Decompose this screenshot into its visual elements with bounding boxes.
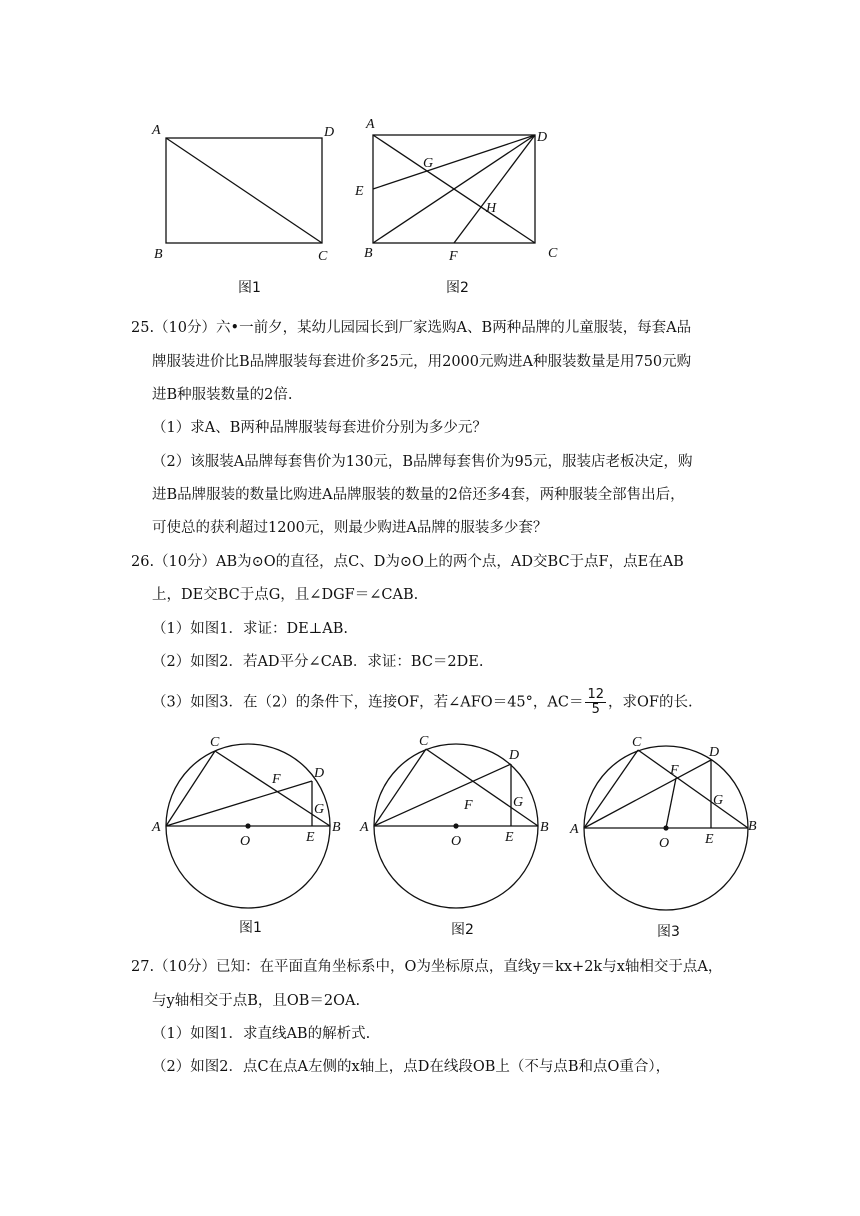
q25-sub-1: （1）求A、B两种品牌服装每套进价分别为多少元？ bbox=[152, 420, 487, 436]
fig-c3-label-c: C bbox=[632, 735, 642, 750]
fig-c3-label-e: E bbox=[705, 832, 714, 847]
fig2-line-fd bbox=[454, 135, 535, 243]
fig-c1-label-d: D bbox=[314, 766, 325, 781]
q27-sub-1: （1）如图1．求直线AB的解析式. bbox=[152, 1026, 371, 1042]
fig-c3-label-b: B bbox=[748, 819, 757, 834]
fig-c2-label-e: E bbox=[505, 830, 514, 845]
q27-line-2: 与y轴相交于点B，且OB＝2OA. bbox=[152, 993, 361, 1009]
fraction-denominator: 5 bbox=[591, 702, 600, 717]
figure-circle-1 bbox=[148, 728, 358, 944]
fig-c2-label-a: A bbox=[360, 820, 369, 835]
q26-line-1: 26.（10分）AB为⊙O的直径，点C、D为⊙O上的两个点，AD交BC于点F，点E在AB bbox=[131, 554, 684, 570]
fig2-label-c: C bbox=[548, 246, 558, 261]
fig-c1-caption: 图1 bbox=[239, 920, 262, 936]
fig-c3-center-dot bbox=[663, 825, 668, 830]
figure-1-svg bbox=[140, 118, 340, 298]
fig-c2-label-f: F bbox=[464, 798, 473, 813]
fig-c3-label-g: G bbox=[713, 793, 724, 808]
fig-c2-label-g: G bbox=[513, 795, 524, 810]
fig2-label-d: D bbox=[537, 130, 548, 145]
fig-c2-center-dot bbox=[453, 823, 458, 828]
figure-2-svg bbox=[350, 112, 570, 298]
q25-sub-2-line-2: 进B品牌服装的数量比购进A品牌服装的数量的2倍还多4套，两种服装全部售出后， bbox=[152, 487, 685, 503]
fig-c1-label-e: E bbox=[306, 830, 315, 845]
fig-c1-chord-ac bbox=[166, 751, 215, 826]
q26-sub-3-text-pre: （3）如图3．在（2）的条件下，连接OF，若∠AFO＝45°，AC＝ bbox=[152, 694, 584, 711]
q25-line-2: 牌服装进价比B品牌服装每套进价多25元，用2000元购进A种服装数量是用750元购 bbox=[152, 354, 692, 370]
fig-c2-caption: 图2 bbox=[451, 922, 474, 938]
fig-c3-label-f: F bbox=[670, 763, 679, 778]
fig-c2-label-d: D bbox=[509, 748, 520, 763]
fig-c1-label-b: B bbox=[332, 820, 341, 835]
fig-c2-label-b: B bbox=[540, 820, 549, 835]
fig2-label-f: F bbox=[449, 249, 458, 264]
fig-c1-label-o: O bbox=[240, 834, 251, 849]
fig1-label-d: D bbox=[324, 125, 335, 140]
fig1-label-c: C bbox=[318, 249, 328, 264]
fig-c1-chord-ad bbox=[166, 781, 312, 826]
fig2-label-h: H bbox=[486, 201, 497, 216]
figure-1-rectangle bbox=[140, 118, 340, 298]
fraction-numerator: 12 bbox=[587, 687, 605, 702]
fig-c3-label-a: A bbox=[570, 822, 579, 837]
fig-c3-chord-ac bbox=[584, 750, 638, 828]
fig-c3-label-o: O bbox=[659, 836, 670, 851]
q26-fraction-ac bbox=[585, 688, 606, 717]
figure-2-rectangle bbox=[350, 112, 570, 298]
fig1-label-a: A bbox=[152, 123, 161, 138]
fig2-label-a: A bbox=[366, 117, 375, 132]
figure-circle-3 bbox=[566, 730, 776, 946]
circle-figure-3-svg bbox=[566, 730, 776, 946]
q26-sub-3-text-post: ，求OF的长. bbox=[608, 694, 693, 711]
q25-line-1: 25.（10分）六•一前夕，某幼儿园园长到厂家选购A、B两种品牌的儿童服装，每套A品 bbox=[131, 320, 692, 336]
q26-sub-3 bbox=[152, 688, 693, 717]
fig-c2-label-o: O bbox=[451, 834, 462, 849]
fig-c3-segment-of bbox=[666, 778, 676, 828]
fig2-label-g: G bbox=[423, 156, 434, 171]
fig-c3-caption: 图3 bbox=[657, 924, 680, 940]
q27-sub-2: （2）如图2．点C在点A左侧的x轴上，点D在线段OB上（不与点B和点O重合）， bbox=[152, 1059, 671, 1075]
circle-figure-2-svg bbox=[356, 728, 566, 944]
q25-sub-2-line-1: （2）该服装A品牌每套售价为130元，B品牌每套售价为95元，服装店老板决定，购 bbox=[152, 454, 693, 470]
fig-c1-label-c: C bbox=[210, 735, 220, 750]
fig-c3-chord-cb bbox=[638, 750, 748, 828]
fig1-caption: 图1 bbox=[238, 280, 261, 296]
fig1-diagonal-ac bbox=[166, 138, 322, 243]
fig2-caption: 图2 bbox=[446, 280, 469, 296]
fig2-label-b: B bbox=[364, 246, 373, 261]
fig2-line-ed bbox=[373, 135, 535, 189]
circle-figure-1-svg bbox=[148, 728, 358, 944]
fig-c3-chord-ad bbox=[584, 760, 711, 828]
q26-line-2: 上，DE交BC于点G，且∠DGF＝∠CAB. bbox=[152, 587, 419, 603]
q25-line-3: 进B种服装数量的2倍. bbox=[152, 387, 293, 403]
q27-line-1: 27.（10分）已知：在平面直角坐标系中，O为坐标原点，直线y＝kx+2k与x轴相交于点A， bbox=[131, 959, 723, 975]
figure-circle-2 bbox=[356, 728, 566, 944]
fig-c1-label-a: A bbox=[152, 820, 161, 835]
fig1-label-b: B bbox=[154, 247, 163, 262]
q26-sub-1: （1）如图1．求证：DE⊥AB. bbox=[152, 621, 349, 637]
fig-c2-label-c: C bbox=[419, 734, 429, 749]
q26-sub-2: （2）如图2．若AD平分∠CAB．求证：BC＝2DE. bbox=[152, 654, 484, 670]
fig-c2-chord-cb bbox=[426, 749, 538, 826]
fig-c1-center-dot bbox=[245, 823, 250, 828]
q25-sub-2-line-3: 可使总的获利超过1200元，则最少购进A品牌的服装多少套？ bbox=[152, 520, 548, 536]
fig-c1-chord-cb bbox=[215, 751, 330, 826]
fig-c1-label-g: G bbox=[314, 802, 325, 817]
fig2-label-e: E bbox=[355, 184, 364, 199]
fig-c1-label-f: F bbox=[272, 772, 281, 787]
fig-c3-label-d: D bbox=[709, 745, 720, 760]
